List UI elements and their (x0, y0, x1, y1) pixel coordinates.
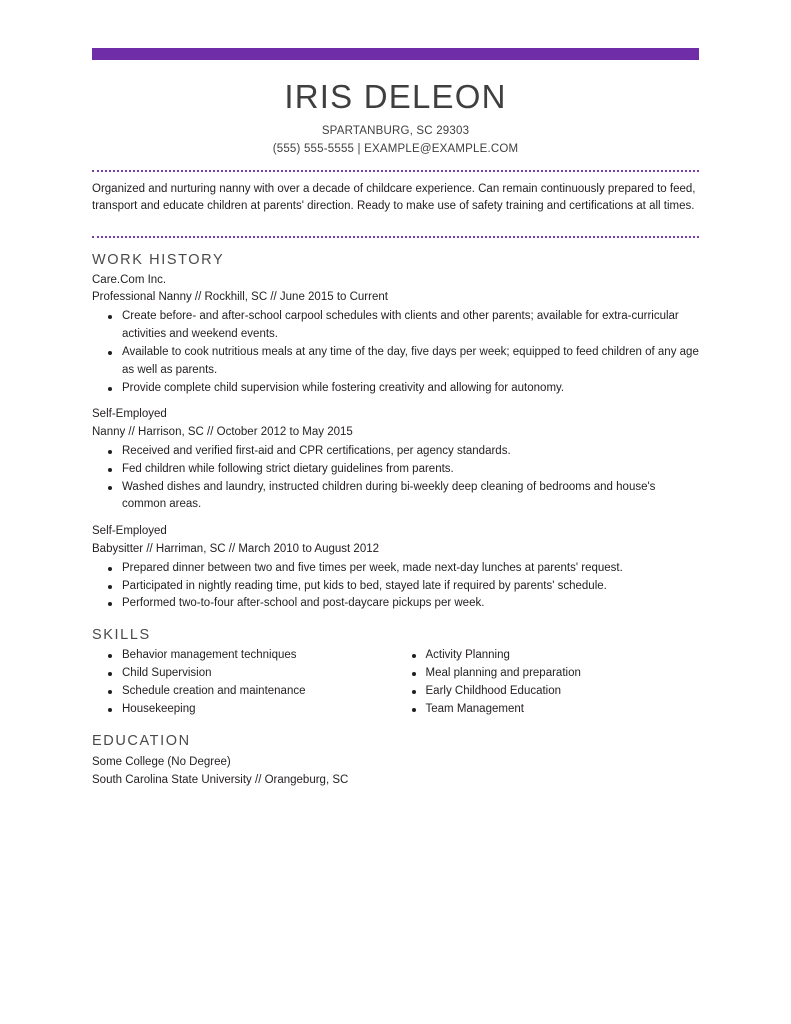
list-item: Behavior management techniques (92, 647, 396, 665)
job-company: Self-Employed (92, 525, 167, 538)
professional-summary: Organized and nurturing nanny with over a decade of childcare experience. Can remain continuously prepared to feed, transport and educate children at parents' direction. Ready to make use of safety training and certifications at all times. (92, 182, 696, 213)
contact-phone-email: (555) 555-5555 | EXAMPLE@EXAMPLE.COM (272, 143, 519, 156)
job-meta: Nanny // Harrison, SC // October 2012 to May 2015 (92, 426, 353, 439)
list-item: Create before- and after-school carpool schedules with clients and other parents; available for extra-curricular activities and weekend events. (92, 308, 699, 344)
contact-location: SPARTANBURG, SC 29303 (321, 124, 470, 137)
list-item: Prepared dinner between two and five times per week, made next-day lunches at parents' request. (92, 560, 699, 578)
job-meta: Babysitter // Harriman, SC // March 2010 to August 2012 (92, 543, 380, 556)
job-bullets (92, 308, 699, 397)
list-item: Schedule creation and maintenance (92, 683, 396, 701)
job-bullets (92, 560, 699, 613)
job-bullets (92, 443, 699, 514)
list-item: Team Management (396, 701, 700, 719)
list-item: Washed dishes and laundry, instructed children during bi-weekly deep cleaning of bedrooms and house's common areas. (92, 479, 699, 515)
list-item: Meal planning and preparation (396, 665, 700, 683)
list-item: Child Supervision (92, 665, 396, 683)
page-title: IRIS DELEON (284, 78, 507, 115)
job-meta: Professional Nanny // Rockhill, SC // June 2015 to Current (92, 291, 388, 304)
list-item: Fed children while following strict dietary guidelines from parents. (92, 461, 699, 479)
list-item: Participated in nightly reading time, put kids to bed, stayed late if required by parents' schedule. (92, 578, 699, 596)
job-entry (92, 272, 699, 398)
skills-column-right (396, 647, 700, 718)
skills-column-left (92, 647, 396, 718)
section-title-education: EDUCATION (92, 732, 191, 749)
education-school: South Carolina State University // Orangeburg, SC (92, 773, 349, 786)
list-item: Early Childhood Education (396, 683, 700, 701)
list-item: Received and verified first-aid and CPR certifications, per agency standards. (92, 443, 699, 461)
job-entry (92, 523, 699, 613)
education-degree: Some College (No Degree) (92, 755, 231, 768)
divider-bottom (92, 236, 699, 238)
job-company: Self-Employed (92, 408, 167, 421)
list-item: Provide complete child supervision while fostering creativity and allowing for autonomy. (92, 380, 699, 398)
accent-bar (92, 48, 699, 60)
section-title-skills: SKILLS (92, 627, 151, 644)
job-company: Care.Com Inc. (92, 273, 167, 286)
list-item: Activity Planning (396, 647, 700, 665)
education-entry (92, 753, 699, 790)
section-title-work-history: WORK HISTORY (92, 251, 225, 268)
list-item: Performed two-to-four after-school and post-daycare pickups per week. (92, 595, 699, 613)
skills-section (92, 647, 699, 718)
list-item: Housekeeping (92, 701, 396, 719)
list-item: Available to cook nutritious meals at any time of the day, five days per week; equipped to feed children of any age as well as parents. (92, 344, 699, 380)
job-entry (92, 406, 699, 514)
